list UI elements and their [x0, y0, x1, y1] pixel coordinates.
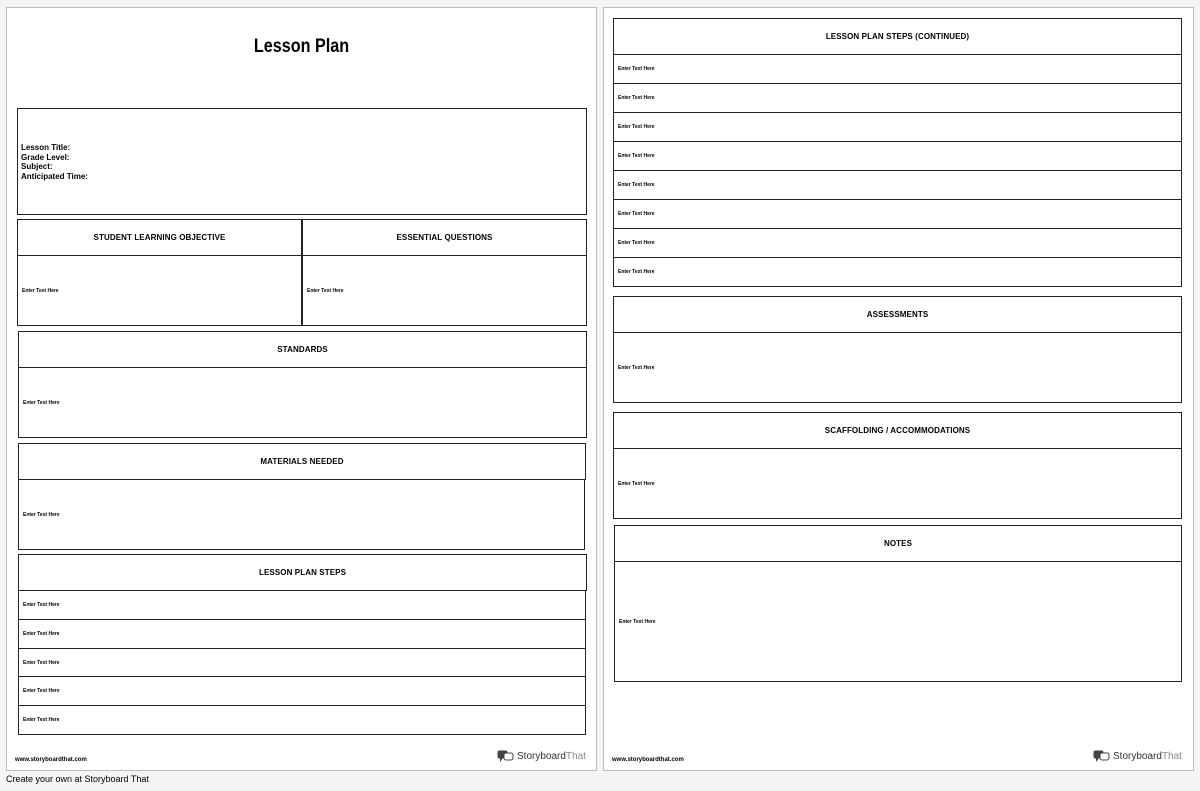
grade-level-label: Grade Level: — [21, 152, 70, 162]
standards-header: STANDARDS — [18, 331, 587, 368]
logo-word: Storyboard — [517, 751, 566, 762]
step-row-5[interactable]: Enter Text Here — [18, 705, 586, 735]
footer-url[interactable]: www.storyboardthat.com — [612, 757, 684, 763]
step-continued-row-1[interactable]: Enter Text Here — [613, 54, 1182, 84]
step-row-4[interactable]: Enter Text Here — [18, 676, 586, 706]
assessments-header: ASSESSMENTS — [613, 296, 1182, 333]
step-continued-row-3[interactable]: Enter Text Here — [613, 112, 1182, 142]
lesson-info-list — [21, 143, 88, 181]
objective-header: STUDENT LEARNING OBJECTIVE — [17, 219, 302, 256]
steps-continued-header: LESSON PLAN STEPS (CONTINUED) — [613, 18, 1182, 55]
step-row-2[interactable]: Enter Text Here — [18, 619, 586, 649]
notes-header: NOTES — [614, 525, 1182, 562]
storyboardthat-logo[interactable] — [1093, 750, 1182, 763]
materials-text-cell[interactable]: Enter Text Here — [18, 479, 585, 550]
notes-text-cell[interactable]: Enter Text Here — [614, 561, 1182, 682]
worksheet-page-1 — [6, 7, 597, 771]
questions-text-cell[interactable]: Enter Text Here — [302, 255, 587, 326]
standards-text-cell[interactable]: Enter Text Here — [18, 367, 587, 438]
step-continued-row-8[interactable]: Enter Text Here — [613, 257, 1182, 287]
materials-header: MATERIALS NEEDED — [18, 443, 586, 480]
subject-label: Subject: — [21, 162, 53, 171]
worksheet-page-2 — [603, 7, 1194, 771]
step-continued-row-2[interactable]: Enter Text Here — [613, 83, 1182, 113]
scaffolding-text-cell[interactable]: Enter Text Here — [613, 448, 1182, 519]
page-title: Lesson Plan — [253, 36, 350, 57]
questions-header: ESSENTIAL QUESTIONS — [302, 219, 587, 256]
step-continued-row-4[interactable]: Enter Text Here — [613, 141, 1182, 171]
footer-url[interactable]: www.storyboardthat.com — [15, 757, 87, 763]
lesson-title-label: Lesson Title: — [21, 143, 71, 152]
assessments-text-cell[interactable]: Enter Text Here — [613, 332, 1182, 403]
step-continued-row-6[interactable]: Enter Text Here — [613, 199, 1182, 229]
anticipated-time-label: Anticipated Time: — [21, 171, 88, 181]
logo-that: That — [565, 751, 586, 762]
scaffolding-header: SCAFFOLDING / ACCOMMODATIONS — [613, 412, 1182, 449]
step-continued-row-5[interactable]: Enter Text Here — [613, 170, 1182, 200]
storyboardthat-logo[interactable] — [497, 750, 586, 763]
objective-text-cell[interactable]: Enter Text Here — [17, 255, 302, 326]
steps-header: LESSON PLAN STEPS — [18, 554, 587, 591]
lesson-info-box[interactable] — [17, 108, 587, 215]
speech-bubble-icon — [497, 750, 514, 763]
logo-word: Storyboard — [1113, 751, 1162, 762]
step-row-3[interactable]: Enter Text Here — [18, 648, 586, 678]
step-row-1[interactable]: Enter Text Here — [18, 590, 586, 620]
speech-bubble-icon — [1093, 750, 1110, 763]
create-your-own-link[interactable]: Create your own at Storyboard That — [6, 774, 149, 784]
step-continued-row-7[interactable]: Enter Text Here — [613, 228, 1182, 258]
logo-that: That — [1161, 751, 1182, 762]
